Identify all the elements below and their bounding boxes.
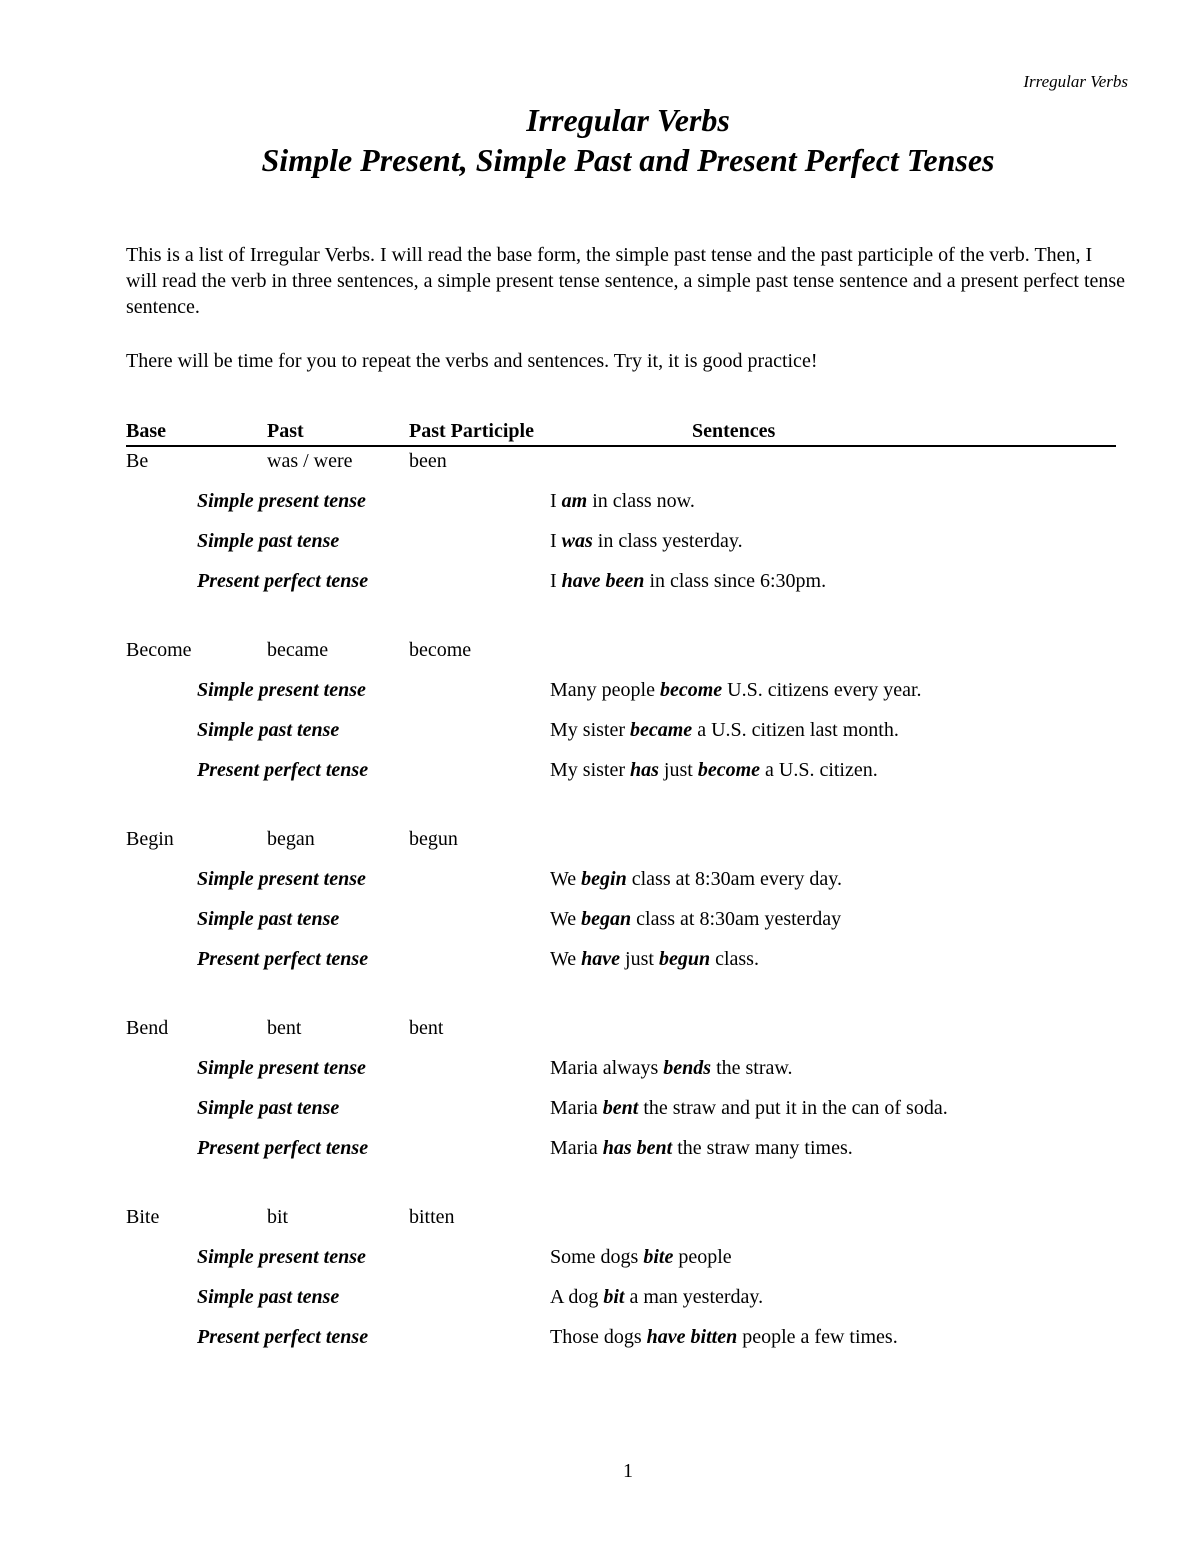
- example-sentence: [550, 947, 759, 971]
- sentence-text: We: [550, 948, 582, 970]
- sentence-text: people: [673, 1246, 732, 1268]
- sentence-text: Maria: [550, 1097, 603, 1119]
- example-sentence: [550, 529, 743, 553]
- sentence-text: just: [658, 759, 698, 781]
- verb-base-form: Become: [126, 639, 192, 661]
- sentence-text: class.: [710, 948, 759, 970]
- sentence-text: Many people: [550, 679, 660, 701]
- sentence-text: U.S. citizens every year.: [722, 679, 922, 701]
- sentence-text: A dog: [550, 1286, 604, 1308]
- sentence-text: Some dogs: [550, 1246, 644, 1268]
- highlighted-verb: has bent: [602, 1137, 673, 1159]
- sentence-text: in class now.: [587, 490, 695, 512]
- sentence-text: in class yesterday.: [592, 530, 743, 552]
- highlighted-verb: have been: [561, 570, 645, 592]
- example-sentence: [550, 867, 842, 891]
- highlighted-verb: have: [581, 948, 621, 970]
- sentence-text: the straw many times.: [672, 1137, 853, 1159]
- verb-base-form: Begin: [126, 828, 174, 850]
- sentence-text: My sister: [550, 759, 630, 781]
- tense-label-present-perfect: Present perfect tense: [197, 1137, 369, 1159]
- intro-paragraph-1: [126, 242, 1126, 320]
- highlighted-verb: began: [581, 908, 632, 930]
- verb-past-form: became: [267, 639, 329, 661]
- page-number: 1: [623, 1460, 633, 1482]
- tense-label-simple-present: Simple present tense: [197, 868, 366, 890]
- tense-label-simple-past: Simple past tense: [197, 719, 340, 741]
- tense-label-present-perfect: Present perfect tense: [197, 948, 369, 970]
- highlighted-verb: become: [659, 679, 723, 701]
- tense-label-simple-present: Simple present tense: [197, 490, 366, 512]
- example-sentence: [550, 1056, 793, 1080]
- tense-label-simple-present: Simple present tense: [197, 1246, 366, 1268]
- example-sentence: [550, 758, 878, 782]
- highlighted-verb: has: [630, 759, 659, 781]
- example-sentence: [550, 1096, 948, 1120]
- highlighted-verb: begun: [658, 948, 711, 970]
- verb-past-form: began: [267, 828, 315, 850]
- highlighted-verb: bite: [643, 1246, 674, 1268]
- sentence-text: I: [550, 490, 562, 512]
- verb-past-form: was / were: [267, 450, 353, 472]
- example-sentence: [550, 1136, 853, 1160]
- sentence-text: the straw.: [711, 1057, 793, 1079]
- document-title: Irregular Verbs: [526, 102, 730, 138]
- sentence-text: I: [550, 530, 562, 552]
- verb-base-form: Bite: [126, 1206, 160, 1228]
- verb-past-form: bit: [267, 1206, 289, 1228]
- sentence-text: a man yesterday.: [624, 1286, 764, 1308]
- sentence-text: I: [550, 570, 562, 592]
- tense-label-present-perfect: Present perfect tense: [197, 759, 369, 781]
- sentence-text: Maria: [550, 1137, 603, 1159]
- tense-label-present-perfect: Present perfect tense: [197, 1326, 369, 1348]
- highlighted-verb: became: [630, 719, 693, 741]
- sentence-text: We: [550, 868, 582, 890]
- example-sentence: [550, 678, 922, 702]
- highlighted-verb: bit: [603, 1286, 625, 1308]
- column-header-past-participle: Past Participle: [409, 420, 534, 442]
- sentence-text: a U.S. citizen.: [760, 759, 878, 781]
- tense-label-present-perfect: Present perfect tense: [197, 570, 369, 592]
- sentence-text: class at 8:30am every day.: [626, 868, 843, 890]
- example-sentence: [550, 1245, 732, 1269]
- column-header-sentences: Sentences: [692, 420, 776, 442]
- verb-past-participle: bitten: [409, 1206, 455, 1228]
- tense-label-simple-past: Simple past tense: [197, 1097, 340, 1119]
- column-header-past: Past: [267, 420, 304, 442]
- example-sentence: [550, 907, 841, 931]
- highlighted-verb: bends: [663, 1057, 712, 1079]
- highlighted-verb: have bitten: [646, 1326, 738, 1348]
- sentence-text: the straw and put it in the can of soda.: [638, 1097, 948, 1119]
- sentence-text: My sister: [550, 719, 630, 741]
- highlighted-verb: am: [561, 490, 588, 512]
- column-header-base: Base: [126, 420, 166, 442]
- intro-text-1: This is a list of Irregular Verbs. I will read the base form, the simple past tense and the past participle of the verb. Then, I will read the verb in three sentences, a simple present tense sentence, a simple past tense sentence and a present perfect tense sentence.: [126, 244, 1126, 318]
- example-sentence: [550, 489, 695, 513]
- highlighted-verb: bent: [602, 1097, 639, 1119]
- example-sentence: [550, 1325, 898, 1349]
- document-subtitle: Simple Present, Simple Past and Present Perfect Tenses: [261, 142, 995, 178]
- tense-label-simple-past: Simple past tense: [197, 908, 340, 930]
- verb-past-participle: been: [409, 450, 447, 472]
- example-sentence: [550, 718, 899, 742]
- verb-base-form: Be: [126, 450, 149, 472]
- example-sentence: [550, 1285, 763, 1309]
- sentence-text: people a few times.: [737, 1326, 898, 1348]
- verb-past-participle: bent: [409, 1017, 444, 1039]
- highlighted-verb: begin: [581, 868, 627, 890]
- sentence-text: Maria always: [550, 1057, 664, 1079]
- intro-text-2: There will be time for you to repeat the verbs and sentences. Try it, it is good practice!: [126, 350, 818, 372]
- highlighted-verb: become: [697, 759, 760, 781]
- intro-paragraph-2: [126, 348, 1126, 374]
- verb-past-form: bent: [267, 1017, 302, 1039]
- verb-past-participle: become: [409, 639, 472, 661]
- tense-label-simple-past: Simple past tense: [197, 1286, 340, 1308]
- tense-label-simple-present: Simple present tense: [197, 679, 366, 701]
- sentence-text: a U.S. citizen last month.: [692, 719, 899, 741]
- verb-past-participle: begun: [409, 828, 458, 850]
- column-header-row: [126, 420, 1116, 447]
- sentence-text: just: [620, 948, 659, 970]
- sentence-text: in class since 6:30pm.: [644, 570, 827, 592]
- sentence-text: class at 8:30am yesterday: [631, 908, 842, 930]
- sentence-text: Those dogs: [550, 1326, 647, 1348]
- tense-label-simple-present: Simple present tense: [197, 1057, 366, 1079]
- sentence-text: We: [550, 908, 582, 930]
- highlighted-verb: was: [561, 530, 593, 552]
- example-sentence: [550, 569, 826, 593]
- verb-base-form: Bend: [126, 1017, 169, 1039]
- running-header: Irregular Verbs: [1023, 72, 1128, 91]
- tense-label-simple-past: Simple past tense: [197, 530, 340, 552]
